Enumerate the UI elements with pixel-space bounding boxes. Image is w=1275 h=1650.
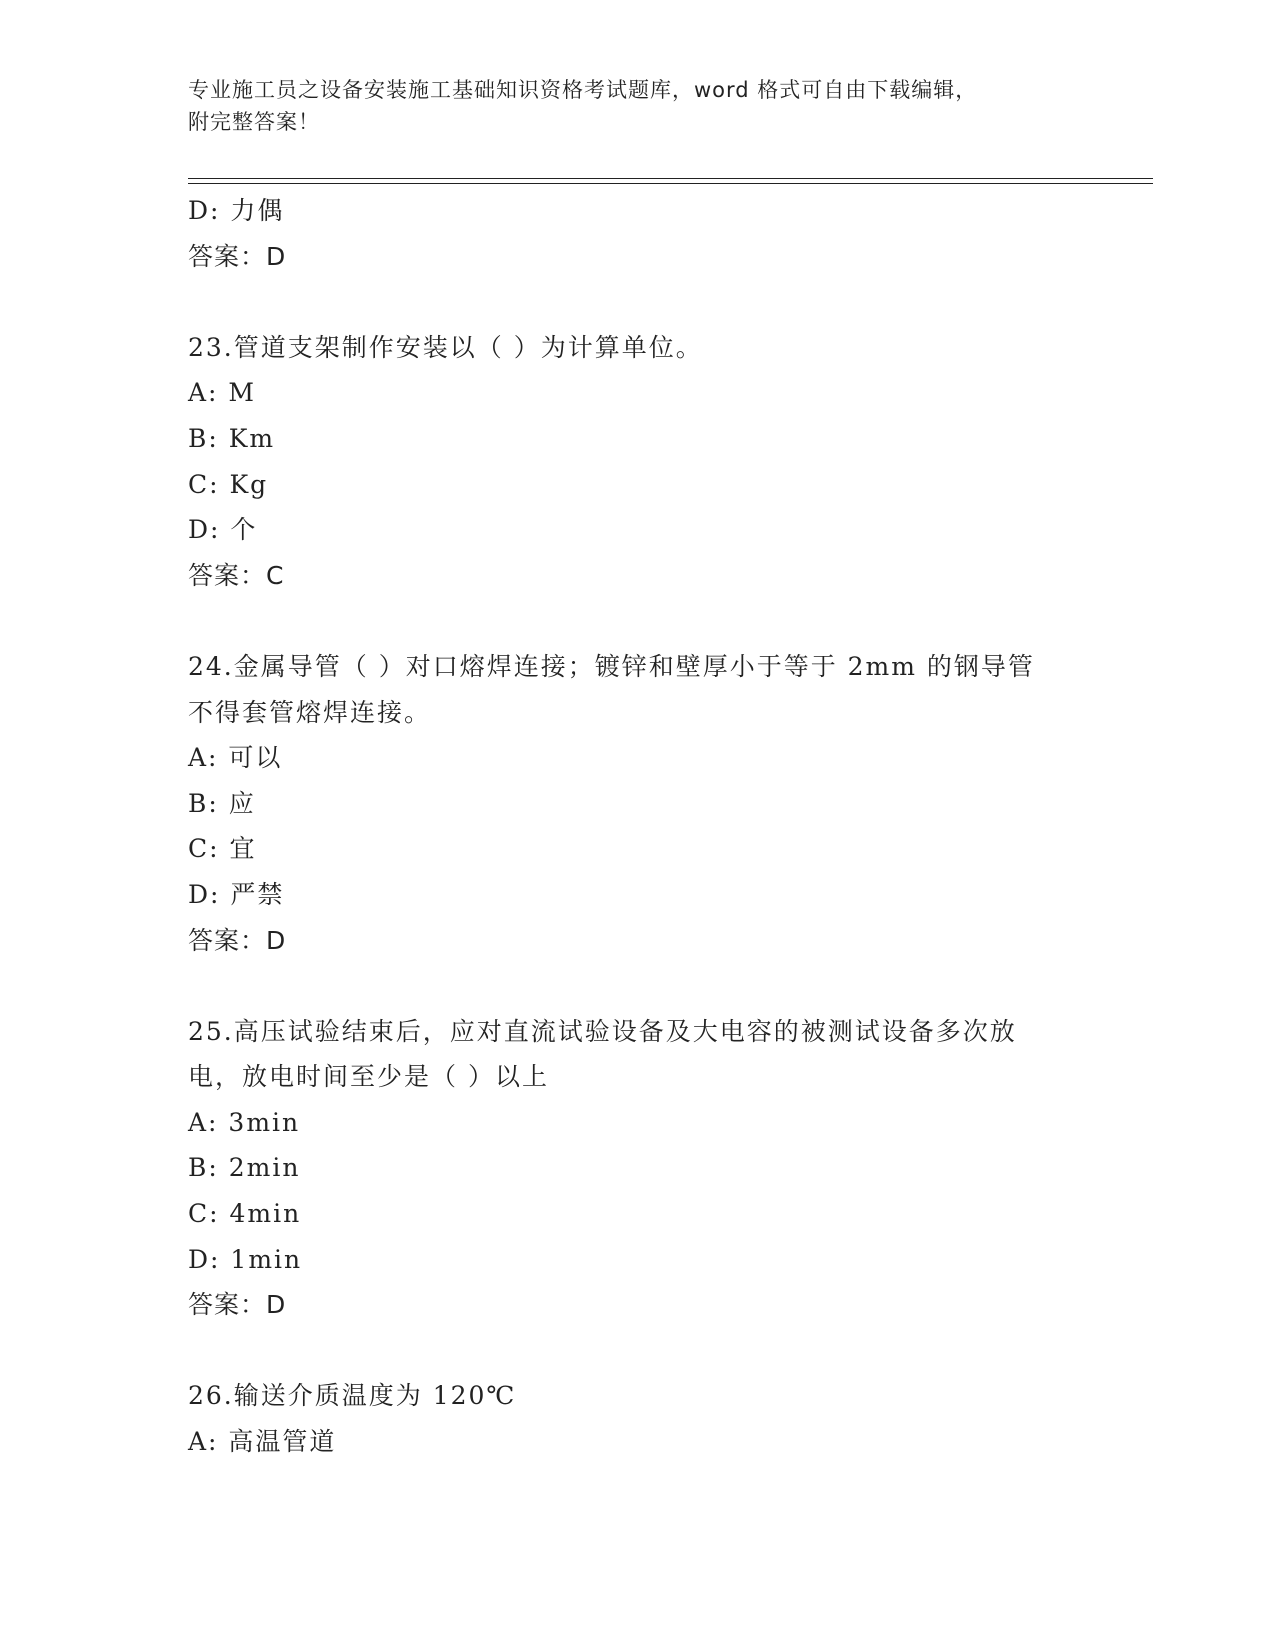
option-c: C: 宜 xyxy=(188,834,257,864)
option-b: B: 2min xyxy=(188,1153,301,1183)
question-text-line-2: 电，放电时间至少是（ ）以上 xyxy=(188,1062,549,1092)
question-26 xyxy=(188,1373,1088,1464)
header-line-1: 专业施工员之设备安装施工基础知识资格考试题库，word 格式可自由下载编辑， xyxy=(188,78,978,102)
spacer xyxy=(188,279,1088,325)
question-text: 23.管道支架制作安装以（ ）为计算单位。 xyxy=(188,332,703,362)
answer-text: 答案：D xyxy=(188,1290,287,1320)
answer-text: 答案：D xyxy=(188,241,287,271)
option-d: D: 1min xyxy=(188,1244,303,1274)
option-b: B: Km xyxy=(188,423,276,453)
question-25 xyxy=(188,1009,1088,1328)
option-d: D: 严禁 xyxy=(188,879,285,909)
question-text: 26.输送介质温度为 120℃ xyxy=(188,1381,517,1411)
option-d: D: 力偶 xyxy=(188,196,285,225)
option-c: C: Kg xyxy=(188,469,269,499)
answer-text: 答案：C xyxy=(188,560,285,590)
header-divider-bottom xyxy=(188,183,1153,184)
question-22-tail xyxy=(188,188,1088,279)
spacer xyxy=(188,1328,1088,1374)
question-24 xyxy=(188,644,1088,963)
question-text-line-2: 不得套管熔焊连接。 xyxy=(188,697,432,727)
option-c: C: 4min xyxy=(188,1199,302,1229)
answer-text: 答案：D xyxy=(188,925,287,955)
spacer xyxy=(188,963,1088,1009)
question-text-line-1: 24.金属导管（ ）对口熔焊连接；镀锌和壁厚小于等于 2mm 的钢导管 xyxy=(188,651,1035,681)
question-list xyxy=(188,188,1088,1465)
question-text-line-1: 25.高压试验结束后，应对直流试验设备及大电容的被测试设备多次放 xyxy=(188,1016,1017,1046)
option-a: A: 可以 xyxy=(188,743,283,773)
question-23 xyxy=(188,325,1088,599)
header-divider-top xyxy=(188,178,1153,179)
option-a: A: M xyxy=(188,378,257,408)
header-line-2: 附完整答案！ xyxy=(188,110,320,134)
option-b: B: 应 xyxy=(188,788,256,818)
option-a: A: 3min xyxy=(188,1107,301,1137)
option-d: D: 个 xyxy=(188,515,258,545)
spacer xyxy=(188,598,1088,644)
option-a: A: 高温管道 xyxy=(188,1427,337,1457)
document-header xyxy=(188,74,1068,138)
